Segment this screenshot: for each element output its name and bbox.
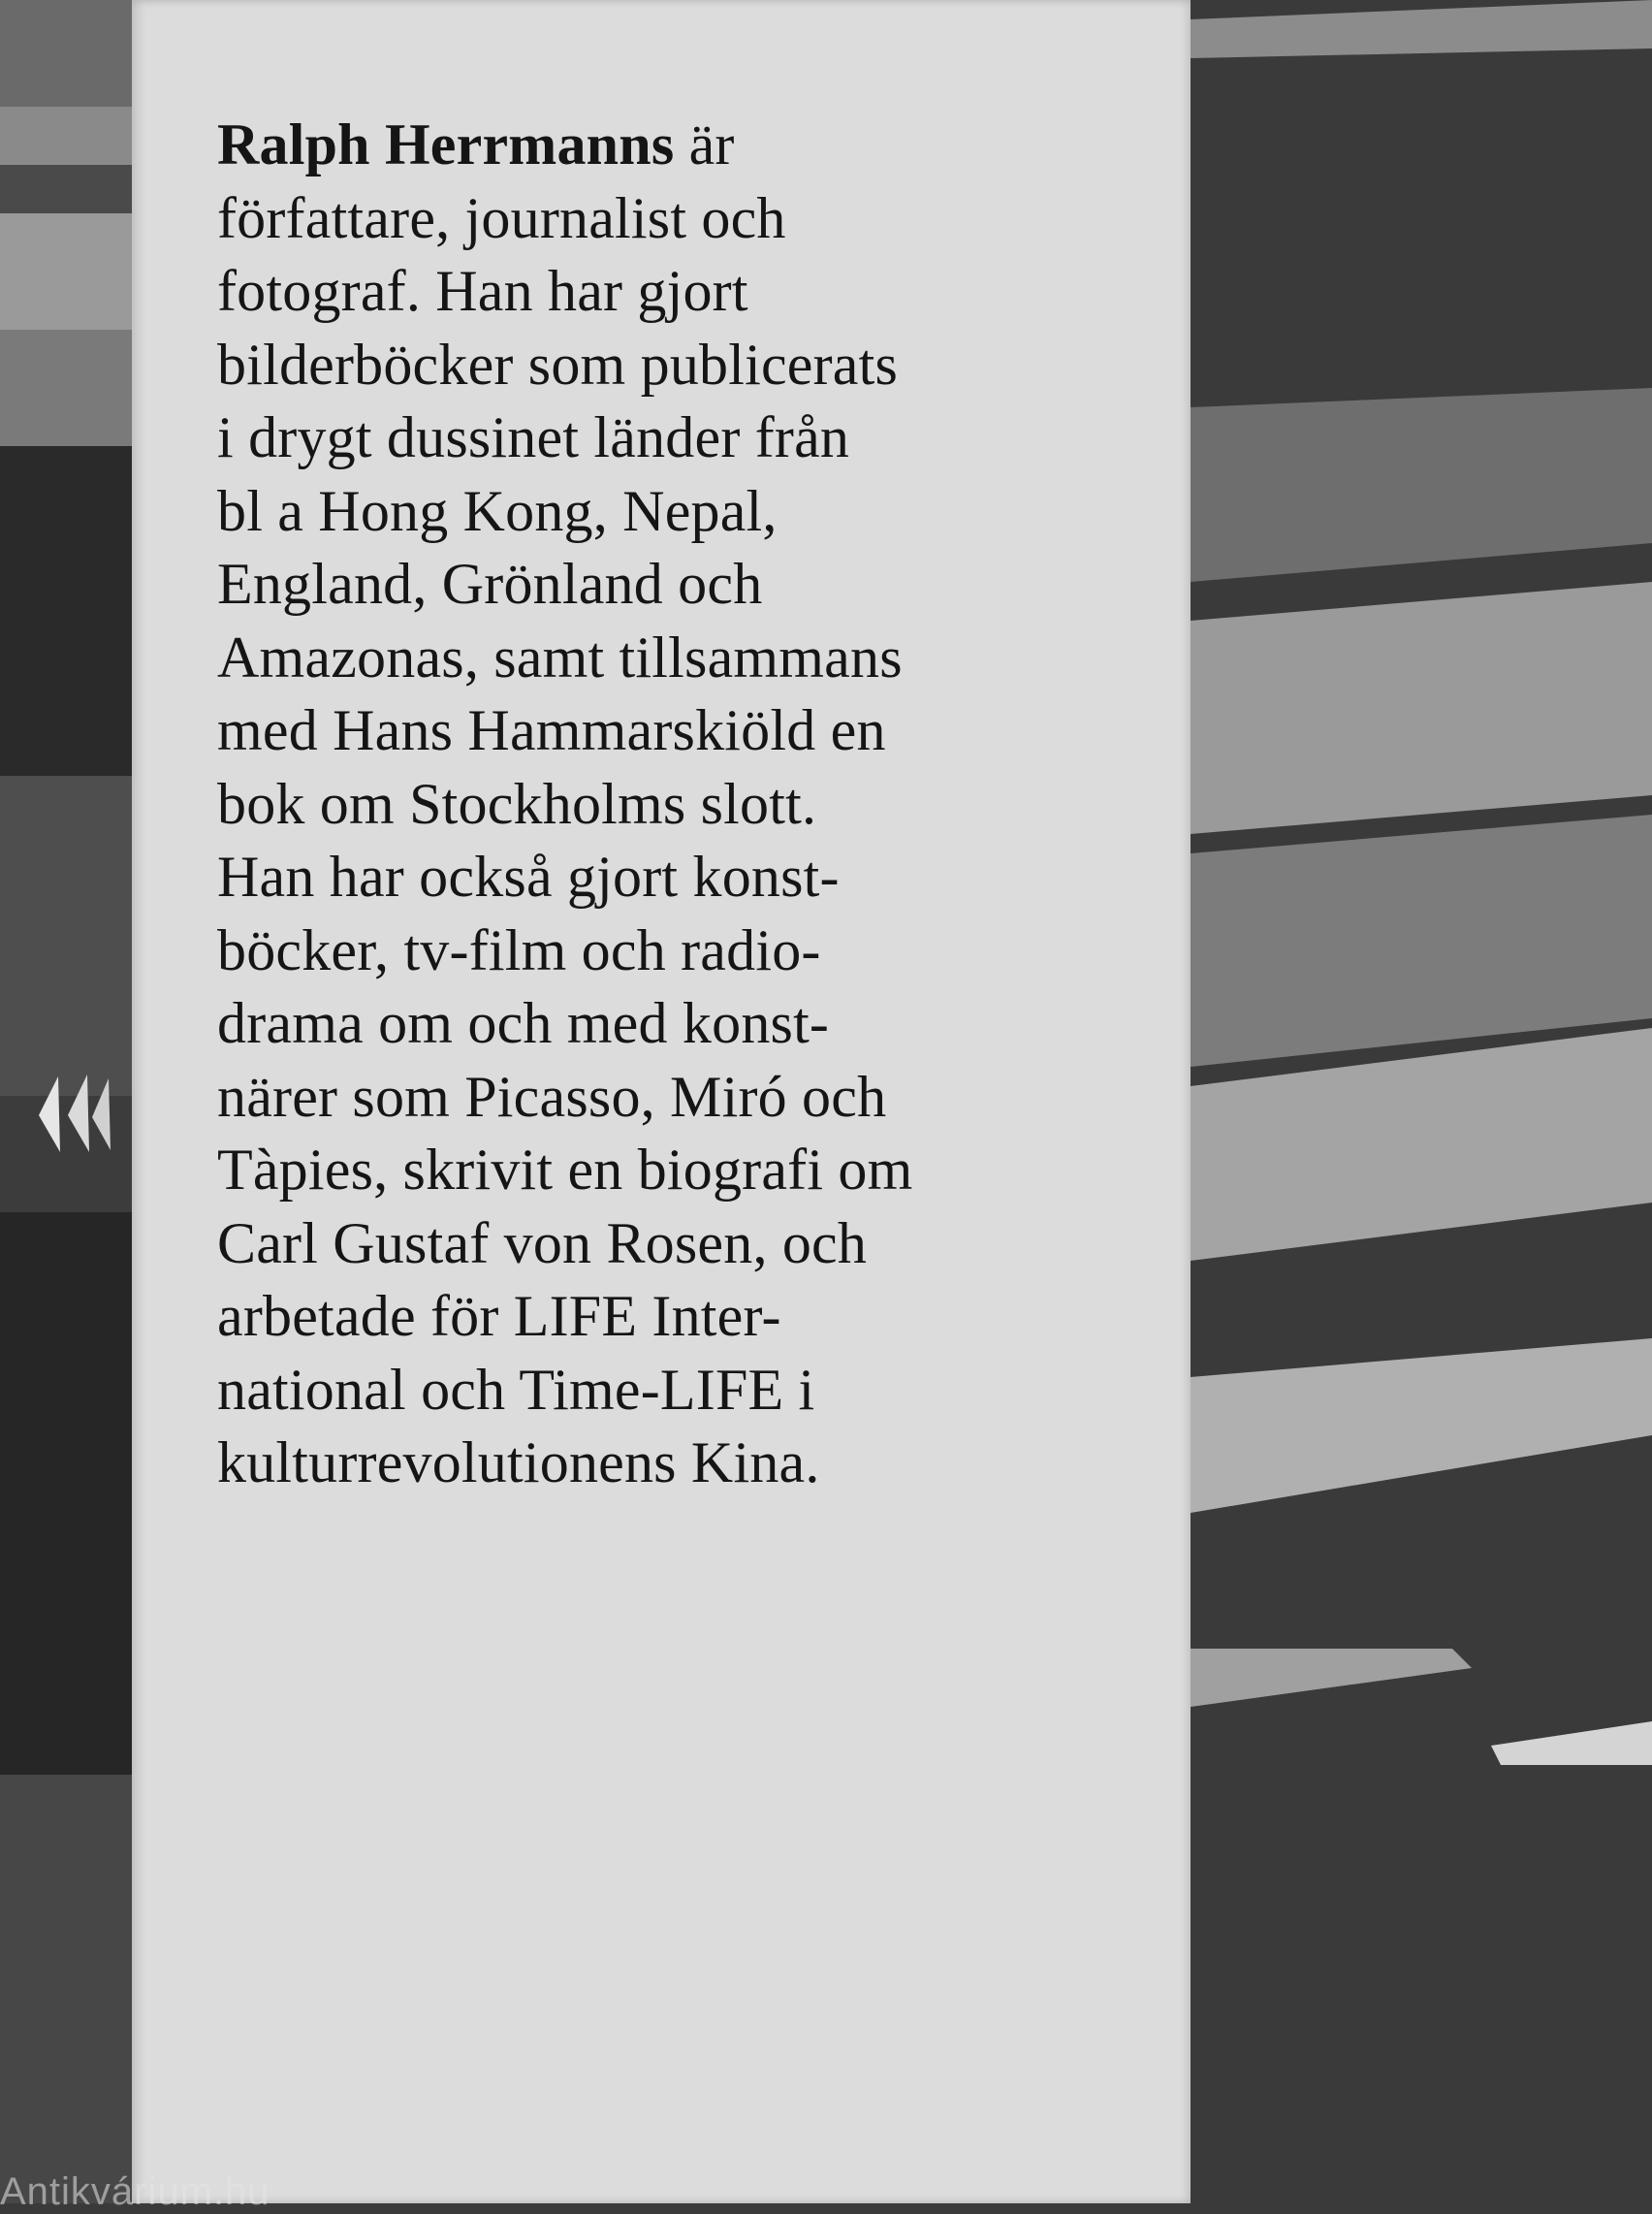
- bio-line-19: kulturrevolutionens Kina.: [217, 1430, 820, 1494]
- bio-line-10: bok om Stockholms slott.: [217, 771, 817, 836]
- bio-line-11: Han har också gjort konst-: [217, 845, 840, 909]
- bio-line-16: Carl Gustaf von Rosen, och: [217, 1210, 868, 1275]
- bio-line-12: böcker, tv-film och radio-: [217, 917, 821, 982]
- aerial-photo-left: [0, 0, 132, 2203]
- bio-line-8: Amazonas, samt tillsammans: [217, 625, 903, 690]
- bio-line-4: bilderböcker som publicerats: [217, 332, 899, 397]
- bio-line-1: [217, 109, 1148, 182]
- bio-line-17: arbetade för LIFE Inter-: [217, 1284, 781, 1348]
- bio-line-3: fotograf. Han har gjort: [217, 259, 748, 323]
- aerial-photo-right: [1191, 0, 1652, 2203]
- author-bio: [217, 109, 1148, 1500]
- bio-line-1-rest: är: [674, 112, 735, 176]
- bio-line-14: närer som Picasso, Miró och: [217, 1064, 887, 1129]
- bio-line-18: national och Time-LIFE i: [217, 1357, 815, 1422]
- author-name: Ralph Herrmanns: [217, 112, 675, 176]
- bio-line-15: Tàpies, skrivit en biografi om: [217, 1138, 913, 1202]
- text-panel: [132, 0, 1191, 2203]
- bio-line-5: i drygt dussinet länder från: [217, 405, 850, 469]
- bio-line-6: bl a Hong Kong, Nepal,: [217, 478, 778, 543]
- bio-line-7: England, Grönland och: [217, 552, 763, 616]
- bio-line-2: författare, journalist och: [217, 185, 786, 250]
- watermark-text: Antikvárium.hu: [0, 2170, 270, 2213]
- bio-line-13: drama om och med konst-: [217, 991, 830, 1055]
- bio-line-9: med Hans Hammarskiöld en: [217, 698, 886, 762]
